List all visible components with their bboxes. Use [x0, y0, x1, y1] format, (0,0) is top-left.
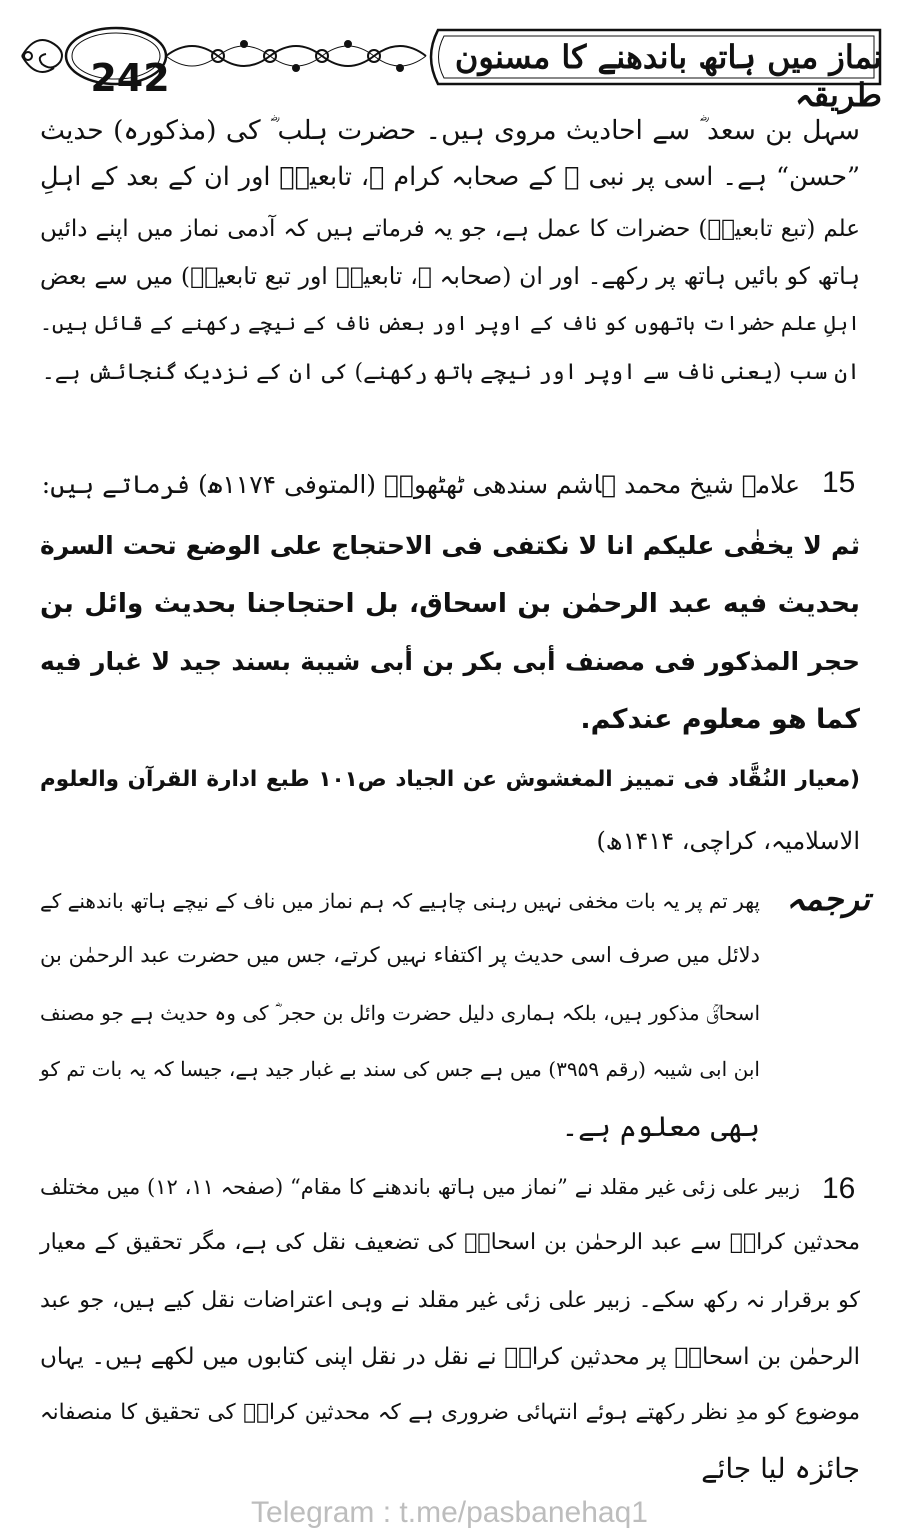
reference-line: الاسلامیہ، کراچی، ۱۴۱۴ھ) [596, 827, 860, 855]
running-title: نماز میں ہاتھ باندھنے کا مسنون طریقہ [454, 38, 882, 114]
text-line: موضوع کو مدِ نظر رکھتے ہوئے انتہائی ضروری ہے کہ محدثین کرامؒ کی تحقیق کا منصفانہ [40, 1400, 860, 1425]
text-line: زبیر علی زئی غیر مقلد نے ”نماز میں ہاتھ باندھنے کا مقام“ (صفحہ ۱۱، ۱۲) میں مختلف [40, 1175, 801, 1199]
arabic-quote-line: بحدیث فیه عبد الرحمٰن بن اسحاق، بل احتجاجنا بحدیث وائل بن [40, 588, 860, 619]
text-line: بھی معلوم ہے۔ [561, 1110, 760, 1143]
text-line: کو برقرار نہ رکھ سکے۔ زبیر علی زئی غیر مقلد نے وہی اعتراضات نقل کیے ہیں، جو عبد [40, 1288, 860, 1313]
page-number: 242 [90, 56, 170, 100]
text-line: ہاتھ کو بائیں ہاتھ پر رکھے۔ اور ان (صحابہ ؓ، تابعینؒ اور تبع تابعینؒ) میں سے بعض [40, 262, 860, 290]
quote-intro: علامہ شیخ محمد ہاشم سندھی ٹھٹھویؒ (المتوفی ۱۱۷۴ھ) فرماتے ہیں: [41, 470, 800, 499]
text-line: ”حسن“ ہے۔ اسی پر نبی ﷺ کے صحابہ کرام ؓ، تابعینؒ اور ان کے بعد کے اہلِ [40, 162, 860, 192]
arabic-quote-line: حجر المذکور فی مصنف أبی بکر بن أبی شیبة بسند جید لا غبار فیه [40, 647, 860, 676]
text-line: دلائل میں صرف اسی حدیث پر اکتفاء نہیں کرتے، جس میں حضرت عبد الرحمٰن بن [40, 943, 760, 967]
telegram-watermark: Telegram : t.me/pasbanehaq1 [251, 1496, 648, 1529]
section-number: 15 [822, 466, 856, 499]
text-line: اسحاقؒ مذکور ہیں، بلکہ ہماری دلیل حضرت وائل بن حجر ؓ کی وہ حدیث ہے جو مصنف [40, 1001, 760, 1025]
translation-label: ترجمہ [786, 880, 870, 918]
text-line: اہلِ علم حضرات ہاتھوں کو ناف کے اوپر اور بعض ناف کے نیچے رکھنے کے قائل ہیں۔ [40, 311, 860, 335]
section-number: 16 [822, 1172, 856, 1205]
text-line: علم (تبع تابعینؒ) حضرات کا عمل ہے، جو یہ فرماتے ہیں کہ آدمی نماز میں اپنے دائیں [40, 216, 860, 242]
text-line: محدثین کرامؒ سے عبد الرحمٰن بن اسحاقؒ کی تضعیف نقل کی ہے، مگر تحقیق کے معیار [40, 1230, 860, 1255]
text-line: ان سب (یعنی ناف سے اوپر اور نیچے ہاتھ رکھنے) کی ان کے نزدیک گنجائش ہے۔ [41, 360, 860, 385]
text-line: جائزہ لیا جائے [701, 1452, 860, 1485]
text-line: ابن ابی شیبہ (رقم ۳۹۵۹) میں ہے جس کی سند بے غبار جید ہے، جیسا کہ یہ بات تم کو [40, 1057, 760, 1081]
text-line: سہل بن سعد ؓ سے احادیث مروی ہیں۔ حضرت ہلب ؓ کی (مذکورہ) حدیث [40, 115, 860, 146]
reference-line: (معیار النُقَّاد فی تمییز المغشوش عن الجیاد ص۱۰۱ طبع ادارة القرآن والعلوم [40, 767, 861, 792]
arabic-quote-line: ثم لا یخفٰی علیکم انا لا نکتفی فی الاحتجاج علی الوضع تحت السرة [40, 531, 860, 560]
arabic-quote-line: کما هو معلوم عندکم. [580, 704, 860, 735]
page-header [14, 22, 884, 114]
text-line: الرحمٰن بن اسحاقؒ پر محدثین کرامؒ نے نقل در نقل اپنی کتابوں میں لکھے ہیں۔ یہاں [40, 1344, 860, 1370]
text-line: پھر تم پر یہ بات مخفی نہیں رہنی چاہیے کہ ہم نماز میں ناف کے نیچے ہاتھ باندھنے کے [40, 889, 760, 913]
